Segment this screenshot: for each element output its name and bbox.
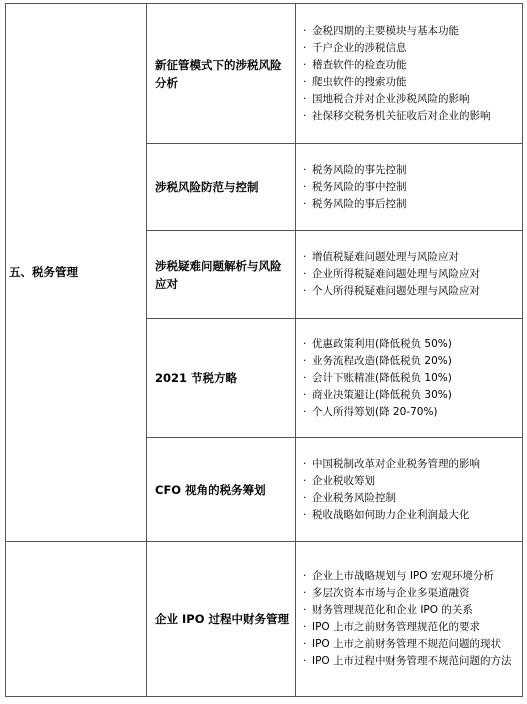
list-item: · IPO 上市过程中财务管理不规范问题的方法	[302, 653, 518, 670]
list-item: · 企业税务风险控制	[302, 490, 518, 507]
points-cell	[296, 319, 523, 438]
list-item: · 千户企业的涉税信息	[302, 40, 518, 57]
points-cell	[296, 231, 523, 319]
topic-title: 2021 节税方略	[155, 371, 238, 385]
section-label: 五、税务管理	[9, 265, 78, 279]
curriculum-table	[5, 3, 523, 697]
topic-cell	[147, 144, 296, 231]
list-item: · 财务管理规范化和企业 IPO 的关系	[302, 602, 518, 619]
points-list	[296, 23, 522, 125]
points-list	[296, 336, 522, 421]
list-item: · 优惠政策利用(降低税负 50%)	[302, 336, 518, 353]
list-item: · 多层次资本市场与企业多渠道融资	[302, 585, 518, 602]
topic-cell	[147, 438, 296, 542]
list-item: · 业务流程改造(降低税负 20%)	[302, 353, 518, 370]
points-list	[296, 162, 522, 213]
section-cell	[6, 4, 147, 542]
list-item: · 中国税制改革对企业税务管理的影响	[302, 456, 518, 473]
list-item: · 个人所得筹划(降 20-70%)	[302, 404, 518, 421]
topic-title: CFO 视角的税务筹划	[155, 482, 266, 497]
table-row	[6, 4, 523, 144]
list-item: · 税收战略如何助力企业利润最大化	[302, 507, 518, 524]
topic-cell	[147, 542, 296, 697]
list-item: · 商业决策避让(降低税负 30%)	[302, 387, 518, 404]
list-item: · IPO 上市之前财务管理不规范问题的现状	[302, 636, 518, 653]
list-item: · 金税四期的主要模块与基本功能	[302, 23, 518, 40]
list-item: · 个人所得税疑难问题处理与风险应对	[302, 283, 518, 300]
points-cell	[296, 4, 523, 144]
points-cell	[296, 438, 523, 542]
list-item: · 国地税合并对企业涉税风险的影响	[302, 91, 518, 108]
section-cell	[6, 542, 147, 697]
list-item: · 企业税收筹划	[302, 473, 518, 490]
points-list	[296, 456, 522, 524]
points-list	[296, 249, 522, 300]
table-row	[6, 542, 523, 697]
list-item: · 爬虫软件的搜索功能	[302, 74, 518, 91]
list-item: · 社保移交税务机关征收后对企业的影响	[302, 108, 518, 125]
list-item: · 会计下账精准(降低税负 10%)	[302, 370, 518, 387]
topic-title: 新征管模式下的涉税风险分析	[155, 57, 282, 90]
list-item: · 企业上市战略规划与 IPO 宏观环境分析	[302, 568, 518, 585]
list-item: · 企业所得税疑难问题处理与风险应对	[302, 266, 518, 283]
list-item: · 税务风险的事先控制	[302, 162, 518, 179]
list-item: · 增值税疑难问题处理与风险应对	[302, 249, 518, 266]
topic-cell	[147, 231, 296, 319]
topic-title: 涉税风险防范与控制	[155, 180, 259, 194]
list-item: · 税务风险的事中控制	[302, 179, 518, 196]
points-cell	[296, 542, 523, 697]
topic-cell	[147, 4, 296, 144]
list-item: · IPO 上市之前财务管理规范化的要求	[302, 619, 518, 636]
points-cell	[296, 144, 523, 231]
list-item: · 稽查软件的检查功能	[302, 57, 518, 74]
topic-cell	[147, 319, 296, 438]
topic-title: 企业 IPO 过程中财务管理	[155, 612, 289, 626]
points-list	[296, 568, 522, 670]
topic-title: 涉税疑难问题解析与风险应对	[155, 258, 282, 291]
list-item: · 税务风险的事后控制	[302, 196, 518, 213]
